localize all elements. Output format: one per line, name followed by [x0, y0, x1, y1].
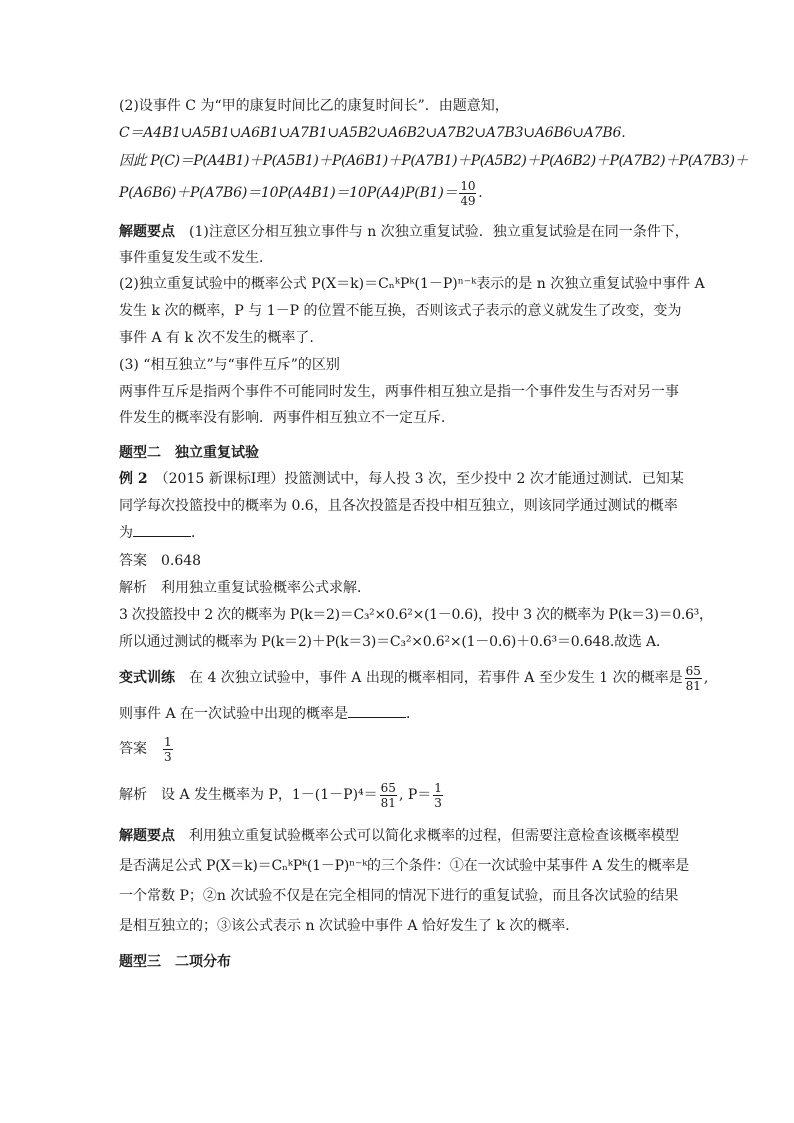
- text-line: 是否满足公式 P(X＝k)＝CₙᵏPᵏ(1－P)ⁿ⁻ᵏ的三个条件：①在一次试验中某事件 A 发生的概率是: [119, 858, 690, 874]
- key-points-paragraph-1: 解题要点 (1)注意区分相互独立事件与 n 次独立重复试验．独立重复试验是在同一条件下，: [119, 224, 689, 240]
- section-heading-type2: 题型二 独立重复试验: [119, 445, 259, 461]
- text-line: 事件 A 有 k 次不发生的概率了.: [119, 330, 314, 346]
- fraction-1-3: $\frac{1}{3}$: [164, 734, 172, 764]
- fraction-1-3: $\frac{1}{3}$: [434, 780, 442, 810]
- event-c-formula: C＝A4B1∪A5B1∪A6B1∪A7B1∪A5B2∪A6B2∪A7B2∪A7B3∪A6B6∪A7B6.: [119, 125, 626, 141]
- variant-label: 变式训练: [119, 670, 175, 686]
- answer-line: [119, 732, 679, 766]
- fraction-65-81: $\frac{65}{81}$: [380, 780, 396, 810]
- text-line: 两事件互斥是指两个事件不可能同时发生，两事件相互独立是指一个事件发生与否对另一事: [119, 384, 679, 400]
- probability-sum-formula: 因此 P(C)＝P(A4B1)＋P(A5B1)＋P(A6B1)＋P(A7B1)＋P(A5B2)＋P(A6B2)＋P(A7B2)＋P(A7B3)＋: [119, 153, 749, 169]
- text-line: 是相互独立的；③该公式表示 n 次试验中事件 A 恰好发生了 k 次的概率．: [119, 918, 580, 934]
- example-2-label: 例 2: [119, 471, 148, 487]
- section-heading-type3: 题型三 二项分布: [119, 954, 231, 970]
- key-points-label: 解题要点: [119, 828, 175, 844]
- text-line: 件发生的概率没有影响．两事件相互独立不一定互斥．: [119, 410, 455, 426]
- analysis-line: 解析 设 A 发生概率为 P，1－(1－P)⁴＝ $\frac{65}{81}$ , P＝ $\frac{1}{3}$: [119, 780, 442, 810]
- key-points-label: 解题要点: [119, 224, 175, 240]
- analysis-line: 解析 利用独立重复试验概率公式求解．: [119, 580, 371, 596]
- text-line: 一个常数 P；②n 次试验不仅是在完全相同的情况下进行的重复试验，而且各次试验的结果: [119, 888, 679, 904]
- answer-blank: [133, 524, 191, 537]
- fill-blank-line: 则事件 A 在一次试验中出现的概率是 ．: [119, 706, 421, 722]
- fraction-10-49: $\frac{10}{49}$: [460, 178, 476, 208]
- text-line: (3) “相互独立”与“事件互斥”的区别: [119, 357, 340, 373]
- analysis-label: 解析: [119, 580, 147, 596]
- text-line: 所以通过测试的概率为 P(k＝2)＋P(k＝3)＝C₃²×0.6²×(1－0.6)＋0.6³＝0.648.故选 A.: [119, 634, 661, 650]
- text-line: 同学每次投篮投中的概率为 0.6，且各次投篮是否投中相互独立，则该同学通过测试的概率: [119, 498, 678, 514]
- text-line: (2)独立重复试验中的概率公式 P(X＝k)＝CₙᵏPᵏ(1－P)ⁿ⁻ᵏ表示的是 n 次独立重复试验中事件 A: [119, 276, 705, 292]
- key-points-paragraph-2: 解题要点 利用独立重复试验概率公式可以简化求概率的过程，但需要注意检查该概率模型: [119, 828, 679, 844]
- answer-line: 答案 0.648: [119, 553, 202, 569]
- variant-training-line: 变式训练 在 4 次独立试验中，事件 A 出现的概率相同，若事件 A 至少发生 1 次的概率是 $\frac{65}{81}$ ,: [119, 663, 709, 693]
- text-line: 3 次投篮投中 2 次的概率为 P(k＝2)＝C₃²×0.6²×(1－0.6)，投中 3 次的概率为 P(k＝3)＝0.6³，: [119, 607, 713, 623]
- fraction-65-81: $\frac{65}{81}$: [685, 663, 701, 693]
- probability-result-text: P(A6B6)＋P(A7B6)＝10P(A4B1)＝10P(A4)P(B1)＝: [119, 185, 458, 201]
- text-line: 发生 k 次的概率，P 与 1－P 的位置不能互换，否则该式子表示的意义就发生了改变，变为: [119, 303, 682, 319]
- example-2-line: 例 2 （2015 新课标Ⅰ理）投篮测试中，每人投 3 次，至少投中 2 次才能通过测试．已知某: [119, 471, 684, 487]
- answer-blank: [348, 705, 406, 718]
- probability-result-line: P(A6B6)＋P(A7B6)＝10P(A4B1)＝10P(A4)P(B1)＝ $\frac{10}{49}$ .: [119, 178, 483, 208]
- text-line: (2)设事件 C 为“甲的康复时间比乙的康复时间长”．由题意知，: [119, 98, 509, 114]
- text-line: 事件重复发生或不发生．: [119, 250, 273, 266]
- fill-blank-line: 为 ．: [119, 525, 205, 541]
- answer-label: 答案: [119, 741, 147, 757]
- analysis-label: 解析: [119, 787, 147, 803]
- answer-label: 答案: [119, 553, 147, 569]
